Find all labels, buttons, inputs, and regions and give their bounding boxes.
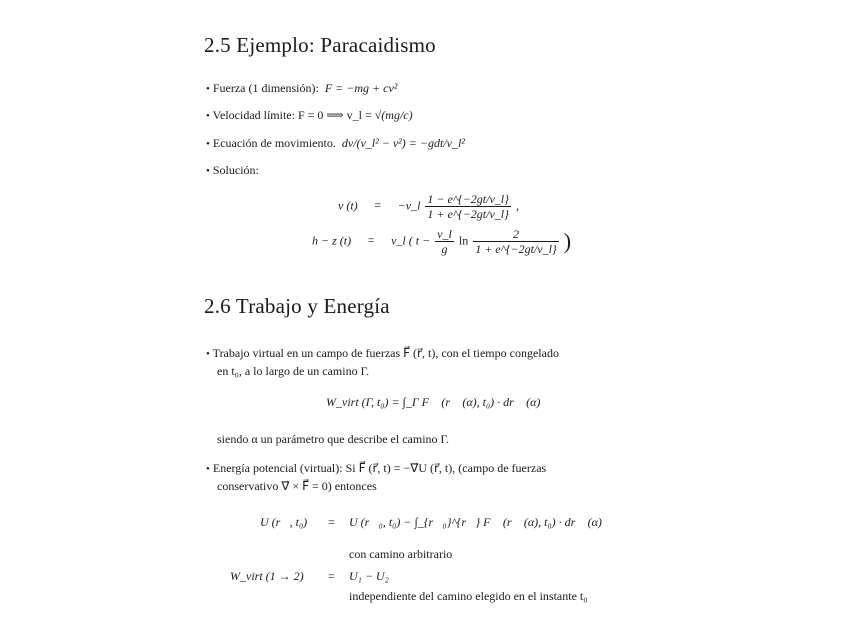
fraction (425, 192, 511, 221)
list-item (206, 81, 397, 96)
equation-work-lhs: W_virt (1 → 2) (230, 569, 304, 583)
section-title-2-5: 2.5 Ejemplo: Paracaidismo (204, 33, 436, 57)
numerator: v_l (437, 227, 452, 241)
equation-work-relation: = (328, 569, 335, 583)
item-text-line1: Trabajo virtual en un campo de fuerzas F⃗ (r⃗, t), con el tiempo congelado (212, 346, 559, 360)
numerator: 2 (473, 227, 559, 242)
item-math: F = −mg + cv² (324, 81, 398, 95)
list-item (206, 136, 465, 151)
bullet-icon: • (206, 165, 210, 177)
bullet-icon: • (206, 138, 210, 150)
eq-relation: = (367, 233, 375, 248)
item-text: Ecuación de movimiento. (212, 136, 336, 150)
list-item (206, 461, 546, 476)
list-item (206, 108, 413, 123)
eq-lhs: v (t) (338, 198, 358, 213)
equation-potential-relation: = (328, 515, 335, 529)
eq-rhs-pre: −v_l (397, 198, 421, 213)
eq-lhs: h − z (t) (312, 233, 352, 248)
equation-virtual-work: W_virt (Γ, t₀) = ∫_Γ F⃗ (r⃗ (α), t₀) · dr⃗ (α) (326, 395, 541, 409)
item-text: Fuerza (1 dimensión): (212, 81, 319, 95)
denominator: 1 + e^{−2gt/v_l} (427, 207, 509, 221)
denominator: 1 + e^{−2gt/v_l} (475, 242, 557, 256)
bullet-icon: • (206, 463, 210, 475)
bullet-icon: • (206, 83, 210, 95)
item-text: Velocidad límite: F = 0 ⟹ v_l = (212, 108, 372, 122)
equation-velocity (338, 192, 519, 221)
item-math: √(mg/c) (374, 108, 413, 122)
item-text-line1: Energía potencial (virtual): Si F⃗ (r⃗, t) = −∇⃗U (r⃗, t), (campo de fuerzas (212, 461, 547, 475)
section-title-2-6: 2.6 Trabajo y Energía (204, 294, 390, 318)
equation-height (312, 227, 571, 256)
list-item (206, 163, 259, 178)
equation-potential-rhs: U (r⃗₀, t₀) − ∫_{r⃗₀}^{r⃗} F⃗ (r⃗ (α), t₀) · dr⃗ (α) (349, 515, 602, 529)
bullet-icon: • (206, 110, 210, 122)
item-text-line2: conservativo ∇⃗ × F⃗ = 0) entonces (217, 479, 377, 493)
denominator: g (441, 242, 448, 256)
list-item (206, 346, 559, 361)
fraction (473, 227, 559, 256)
item-text: Solución: (212, 163, 259, 177)
eq-post: , (515, 198, 519, 213)
eq-rhs-pre: v_l ( t − (391, 233, 431, 248)
equation-work-note: independiente del camino elegido en el instante t₀ (349, 589, 588, 603)
bullet-icon: • (206, 348, 210, 360)
fraction (435, 227, 454, 256)
equation-potential-lhs: U (r⃗, t₀) (260, 515, 308, 529)
ln-operator: ln (458, 233, 469, 248)
equation-work-rhs: U₁ − U₂ (349, 569, 389, 583)
item-text-line2: en t₀, a lo largo de un camino Γ. (217, 364, 370, 378)
numerator: 1 − e^{−2gt/v_l} (427, 192, 509, 206)
item-text-after: siendo α un parámetro que describe el camino Γ. (217, 432, 450, 446)
item-math: dv/(v_l² − v²) = −gdt/v_l² (341, 136, 465, 150)
equation-potential-note: con camino arbitrario (349, 547, 453, 561)
eq-post: ) (563, 228, 572, 254)
eq-relation: = (374, 198, 382, 213)
